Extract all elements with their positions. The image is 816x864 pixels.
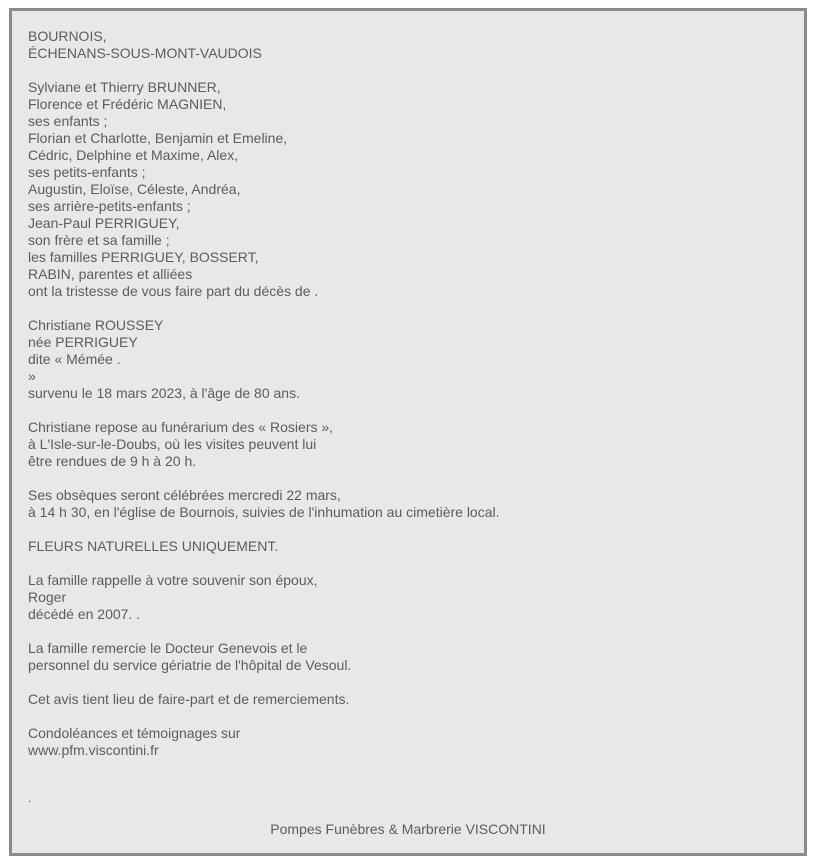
obituary-notice [9,8,807,856]
notice-thanks [28,640,788,674]
funeral-home-signature: Pompes Funèbres & Marbrerie VISCONTINI [270,821,546,837]
notice-line: personnel du service gériatrie de l'hôpital de Vesoul. [28,657,352,673]
notice-line: Sylviane et Thierry BRUNNER, [28,79,221,95]
notice-line: Florence et Frédéric MAGNIEN, [28,96,227,112]
notice-line: BOURNOIS, [28,28,107,44]
notice-line: Christiane ROUSSEY [28,317,164,333]
notice-line: les familles PERRIGUEY, BOSSERT, [28,249,259,265]
notice-family-list [28,79,788,300]
notice-line: Ses obsèques seront célébrées mercredi 22 mars, [28,487,341,503]
trailing-dot: . [28,791,32,805]
notice-funeral [28,487,788,521]
notice-line: dite « Mémée . [28,351,121,367]
notice-line: Condoléances et témoignages sur [28,725,241,741]
notice-condolences [28,725,788,759]
notice-heading-locations [28,28,788,62]
notice-line: ont la tristesse de vous faire part du décès de . [28,283,319,299]
notice-line: Christiane repose au funérarium des « Rosiers », [28,419,334,435]
notice-line: ses petits-enfants ; [28,164,146,180]
notice-line: à 14 h 30, en l'église de Bournois, suivies de l'inhumation au cimetière local. [28,504,500,520]
condolences-link[interactable]: www.pfm.viscontini.fr [28,742,159,758]
notice-body [28,28,788,776]
notice-line: décédé en 2007. . [28,606,141,622]
notice-visitation [28,419,788,470]
notice-line: Augustin, Eloïse, Céleste, Andréa, [28,181,241,197]
notice-line: La famille rappelle à votre souvenir son époux, [28,572,318,588]
notice-line: Jean-Paul PERRIGUEY, [28,215,180,231]
notice-line: ÉCHENANS-SOUS-MONT-VAUDOIS [28,45,262,61]
notice-line: son frère et sa famille ; [28,232,170,248]
notice-flowers [28,538,788,555]
notice-line: être rendues de 9 h à 20 h. [28,453,197,469]
notice-line: Roger [28,589,67,605]
notice-remembrance [28,572,788,623]
notice-line: FLEURS NATURELLES UNIQUEMENT. [28,538,279,554]
notice-line: ses arrière-petits-enfants ; [28,198,191,214]
notice-deceased [28,317,788,402]
notice-line: ses enfants ; [28,113,108,129]
notice-line: Florian et Charlotte, Benjamin et Emeline, [28,130,288,146]
notice-line: » [28,368,36,384]
notice-line: Cédric, Delphine et Maxime, Alex, [28,147,239,163]
notice-line: survenu le 18 mars 2023, à l'âge de 80 ans. [28,385,300,401]
notice-line: La famille remercie le Docteur Genevois et le [28,640,308,656]
notice-line: à L'Isle-sur-le-Doubs, où les visites peuvent lui [28,436,317,452]
notice-announcement [28,691,788,708]
notice-line: née PERRIGUEY [28,334,138,350]
notice-line: RABIN, parentes et alliées [28,266,193,282]
notice-line: Cet avis tient lieu de faire-part et de remerciements. [28,691,350,707]
